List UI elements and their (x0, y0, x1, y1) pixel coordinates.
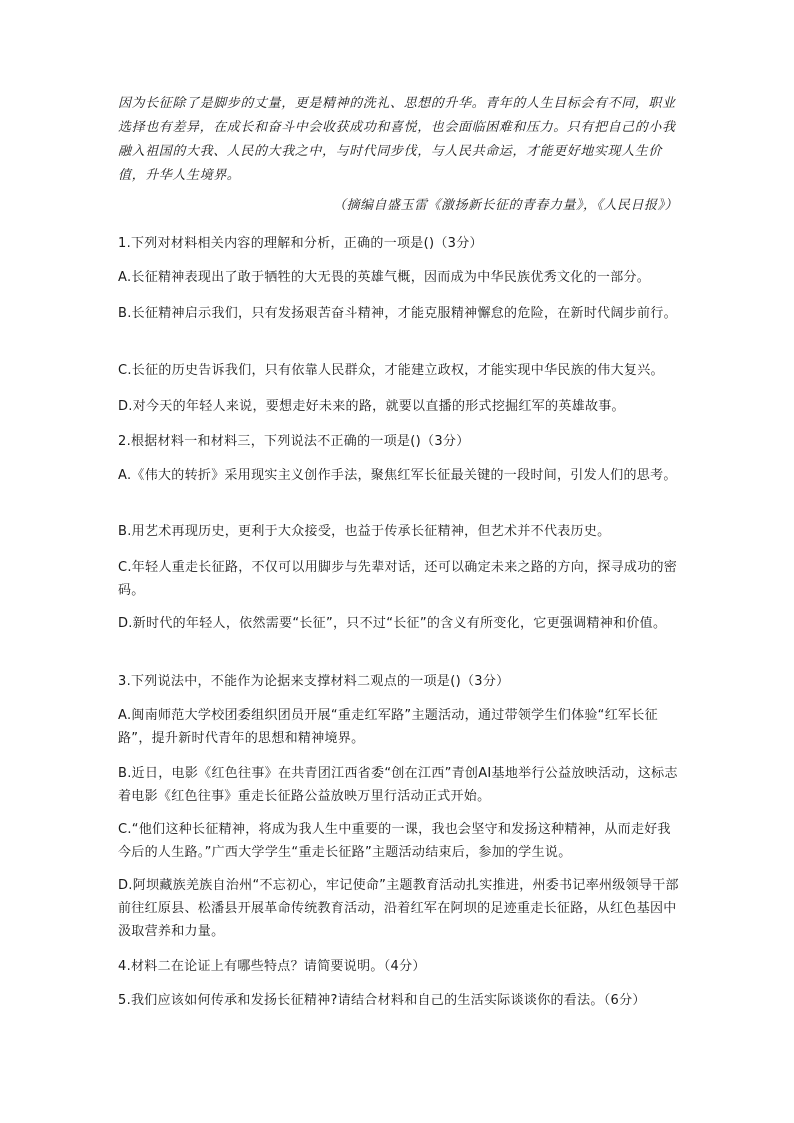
question-1-option-a: A.长征精神表现出了敢于牺牲的大无畏的英雄气概，因而成为中华民族优秀文化的一部分。 (118, 270, 651, 285)
question-2-option-d: D.新时代的年轻人，依然需要“长征”，只不过“长征”的含义有所变化，它更强调精神和价值。 (118, 616, 667, 631)
question-2-option-b: B.用艺术再现历史，更利于大众接受，也益于传承长征精神，但艺术并不代表历史。 (118, 524, 611, 539)
question-5-stem: 5.我们应该如何传承和发扬长征精神?请结合材料和自己的生活实际谈谈你的看法。（6分） (118, 993, 646, 1008)
question-2-stem: 2.根据材料一和材料三，下列说法不正确的一项是()（3分） (118, 434, 470, 449)
question-2-option-c: C.年轻人重走长征路，不仅可以用脚步与先辈对话，还可以确定未来之路的方向，探寻成功的密码。 (118, 560, 678, 598)
question-3-option-d: D.阿坝藏族羌族自治州“不忘初心，牢记使命”主题教育活动扎实推进，州委书记率州级领导干部前往红原县、松潘县开展革命传统教育活动，沿着红军在阿坝的足迹重走长征路，从红色基因中汲取营养和力量。 (118, 878, 679, 939)
question-1-option-b: B.长征精神启示我们，只有发扬艰苦奋斗精神，才能克服精神懈怠的危险，在新时代阔步前行。 (118, 306, 677, 321)
question-2-option-a: A.《伟大的转折》采用现实主义创作手法，聚焦红军长征最关键的一段时间，引发人们的思考。 (118, 468, 677, 483)
question-4-stem: 4.材料二在论证上有哪些特点？请简要说明。（4分） (118, 959, 426, 974)
question-3-option-a: A.闽南师范大学校团委组织团员开展“重走红军路”主题活动，通过带领学生们体验“红军长征路”，提升新时代青年的思想和精神境界。 (118, 708, 658, 746)
question-1-option-d: D.对今天的年轻人来说，要想走好未来的路，就要以直播的形式挖掘红军的英雄故事。 (118, 399, 625, 414)
question-1-stem: 1.下列对材料相关内容的理解和分析，正确的一项是()（3分） (118, 236, 483, 251)
passage-paragraph: 因为长征除了是脚步的丈量，更是精神的洗礼、思想的升华。青年的人生目标会有不同，职业选择也有差异，在成长和奋斗中会收获成功和喜悦，也会面临困难和压力。只有把自己的小我融入祖国的大我、人民的大我之中，与时代同步伐，与人民共命运，才能更好地实现人生价值，升华人生境界。 (118, 96, 676, 183)
question-3-option-c: C.“他们这种长征精神，将成为我人生中重要的一课，我也会坚守和发扬这种精神，从而走好我今后的人生路。”广西大学学生“重走长征路”主题活动结束后，参加的学生说。 (118, 822, 671, 860)
question-3-option-b: B.近日，电影《红色往事》在共青团江西省委“创在江西”青创AI基地举行公益放映活动，这标志着电影《红色往事》重走长征路公益放映万里行活动正式开始。 (118, 766, 678, 804)
passage-excerpt (118, 92, 678, 188)
question-1-option-c: C.长征的历史告诉我们，只有依靠人民群众，才能建立政权，才能实现中华民族的伟大复兴。 (118, 363, 664, 378)
passage-source: （摘编自盛玉雷《激扬新长征的青春力量》，《人民日报》） (332, 198, 678, 213)
question-3-stem: 3.下列说法中，不能作为论据来支撑材料二观点的一项是()（3分） (118, 674, 510, 689)
